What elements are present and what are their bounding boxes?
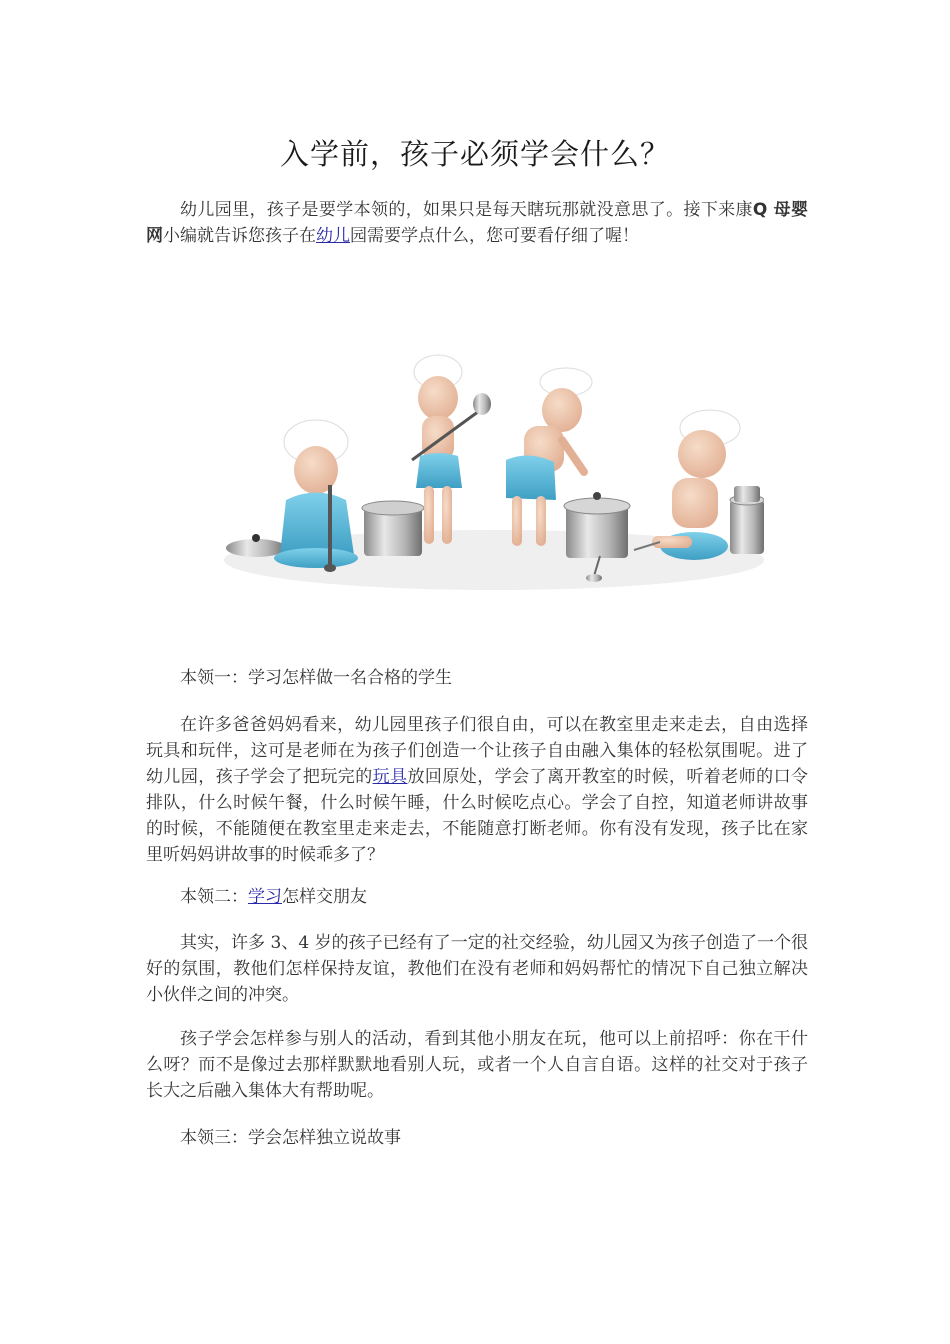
intro-text-3: 园需要学点什么，您可要看仔细了喔！ [350, 226, 639, 246]
section2-text-1: 其实，许多 3、4 岁的孩子已经有了一定的社交经验，幼儿园又为孩子创造了一个很好的氛围，教他们怎样保持友谊，教他们在没有老师和妈妈帮忙的情况下自己独立解决小伙伴之间的冲突。 [146, 933, 808, 1005]
section1-text-1: 在许多爸爸妈妈看来，幼儿园里孩子们很自由，可以在教室里走来走去，自由选择玩具和玩伴，这可是老师在为孩子们创造一个让孩子自由融入集体的轻松氛围呢。进了幼儿园，孩子学会了把玩完的 [146, 715, 808, 787]
kindergarten-link[interactable]: 幼儿 [316, 226, 350, 246]
section2-heading-prefix: 本领二： [180, 887, 248, 907]
study-link[interactable]: 学习 [248, 887, 282, 907]
babies-cooking-photo [224, 310, 764, 600]
section2-text-2: 孩子学会怎样参与别人的活动，看到其他小朋友在玩，他可以上前招呼：你在干什么呀？而不是像过去那样默默地看别人玩，或者一个人自言自语。这样的社交对于孩子长大之后融入集体大有帮助呢。 [146, 1029, 808, 1101]
brand-name: Q 母婴网 [146, 200, 808, 246]
section3-heading: 本领三：学会怎样独立说故事 [180, 1128, 401, 1148]
toys-link[interactable]: 玩具 [372, 767, 408, 787]
section1-text-2: 放回原处，学会了离开教室的时候，听着老师的口令排队，什么时候午餐，什么时候午睡，什么时候吃点心。学会了自控，知道老师讲故事的时候，不能随便在教室里走来走去，不能随意打断老师。你有没有发现，孩子比在家里听妈妈讲故事的时候乖多了？ [146, 767, 809, 865]
section2-heading-block [146, 884, 808, 910]
intro-paragraph [146, 197, 808, 249]
section2-heading [146, 884, 808, 910]
intro-text-1: 幼儿园里，孩子是要学本领的，如果只是每天瞎玩那就没意思了。接下来康 [180, 200, 753, 220]
page-title: 入学前，孩子必须学会什么？ [279, 137, 670, 171]
section1-paragraph [146, 712, 808, 868]
section1-heading-block [146, 665, 808, 691]
section3-heading-block [146, 1125, 808, 1151]
intro-text-2: 小编就告诉您孩子在 [163, 226, 316, 246]
section2-heading-suffix: 怎样交朋友 [282, 887, 367, 907]
section2-paragraph-2 [146, 1026, 808, 1104]
section2-paragraph-1 [146, 930, 808, 1008]
section1-heading: 本领一：学习怎样做一名合格的学生 [180, 668, 452, 688]
